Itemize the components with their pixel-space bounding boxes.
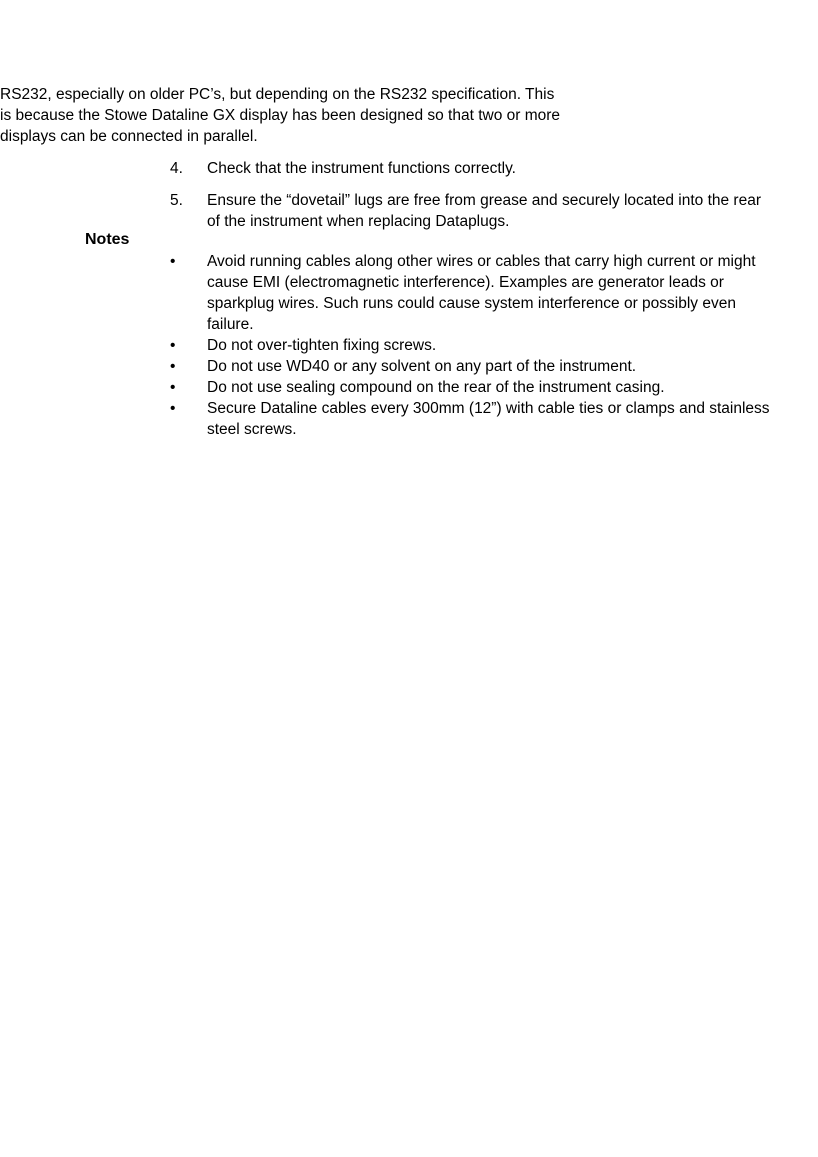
bullet-icon: •: [170, 379, 176, 396]
bullet-icon: •: [170, 400, 176, 417]
bullet-text: Avoid running cables along other wires or cables that carry high current or might cause EMI (electromagnetic interference). Examples are generator leads or sparkplug wires. Such runs could cause system interference or possibly even failure.: [207, 253, 756, 333]
bullet-text: Do not use sealing compound on the rear of the instrument casing.: [207, 379, 665, 396]
bullet-icon: •: [170, 337, 176, 354]
bullet-icon: •: [170, 358, 176, 375]
numbered-list-item: [170, 158, 773, 179]
list-item: [170, 398, 773, 440]
bullet-icon: •: [170, 253, 176, 270]
item-text: Check that the instrument functions correctly.: [207, 160, 516, 177]
bullet-text: Secure Dataline cables every 300mm (12”) with cable ties or clamps and stainless steel screws.: [207, 400, 770, 438]
item-number: 4.: [170, 160, 183, 177]
list-item: [170, 335, 773, 356]
numbered-list-item: [170, 190, 773, 232]
notes-bullet-list: [0, 251, 818, 440]
item-number: 5.: [170, 192, 183, 209]
list-item: [170, 251, 773, 335]
list-item: [170, 356, 773, 377]
paragraph-continuation: RS232, especially on older PC’s, but depending on the RS232 specification. This is because the Stowe Dataline GX display has been designed so that two or more displays can be connected in parallel.: [0, 86, 561, 145]
bullet-text: Do not over-tighten fixing screws.: [207, 337, 437, 354]
bullet-text: Do not use WD40 or any solvent on any part of the instrument.: [207, 358, 637, 375]
list-item: [170, 377, 773, 398]
page-content: [0, 84, 818, 440]
notes-heading: Notes: [85, 231, 130, 248]
item-text: Ensure the “dovetail” lugs are free from grease and securely located into the rear of the instrument when replacing Dataplugs.: [207, 192, 761, 230]
